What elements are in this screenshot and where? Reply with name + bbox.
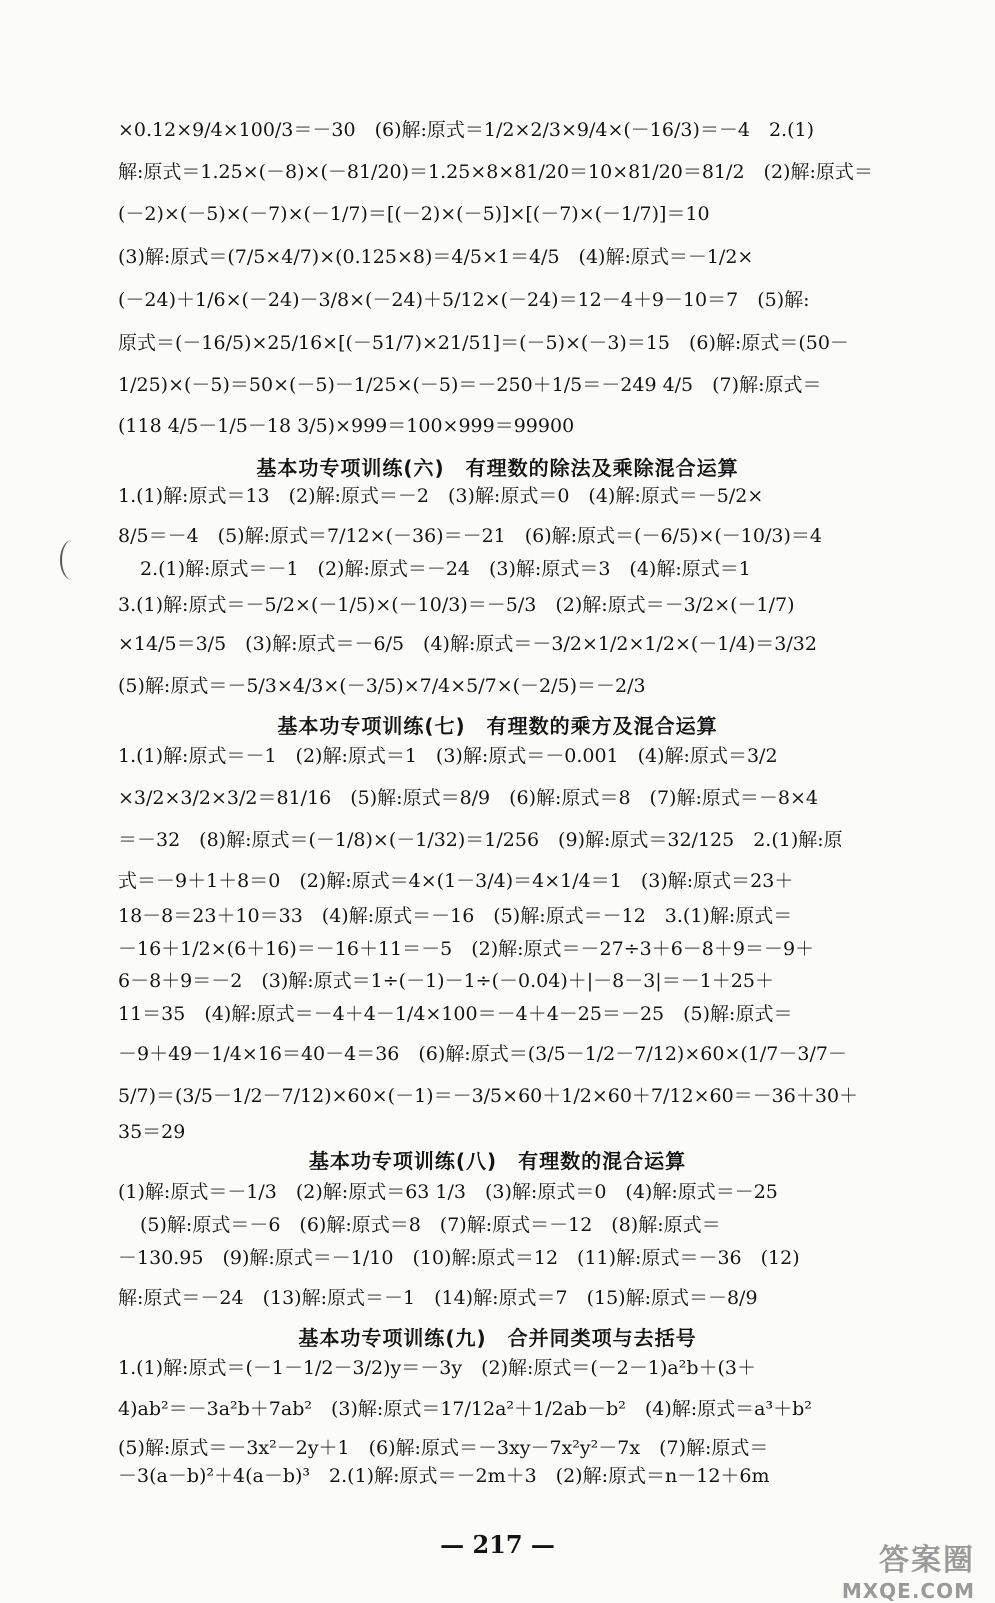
text-line: 1/25)×(－5)＝50×(－5)－1/25×(－5)＝－250＋1/5＝－249 4/5 (7)解:原式＝: [118, 374, 822, 396]
text-line: 5/7)＝(3/5－1/2－7/12)×60×(－1)＝－3/5×60＋1/2×60＋7/12×60＝－36＋30＋: [118, 1085, 859, 1107]
text-line: (118 4/5－1/5－18 3/5)×999＝100×999＝99900: [118, 415, 575, 437]
text-line: 8/5＝－4 (5)解:原式＝7/12×(－36)＝－21 (6)解:原式＝(－6/5)×(－10/3)＝4: [118, 525, 822, 547]
text-line: ×3/2×3/2×3/2＝81/16 (5)解:原式＝8/9 (6)解:原式＝8 (7)解:原式＝－8×4: [118, 787, 818, 809]
text-line: 1.(1)解:原式＝(－1－1/2－3/2)y＝－3y (2)解:原式＝(－2－1)a²b＋(3＋: [118, 1357, 756, 1379]
text-line: (5)解:原式＝－3x²－2y＋1 (6)解:原式＝－3xy－7x²y²－7x (7)解:原式＝: [118, 1437, 769, 1459]
section-heading: 基本功专项训练(七) 有理数的乘方及混合运算: [277, 714, 718, 738]
text-line: 18－8＝23＋10＝33 (4)解:原式＝－16 (5)解:原式＝－12 3.(1)解:原式＝: [118, 905, 793, 927]
text-line: (－24)＋1/6×(－24)－3/8×(－24)＋5/12×(－24)＝12－4＋9－10＝7 (5)解:: [118, 289, 810, 311]
text-line: －9＋49－1/4×16＝40－4＝36 (6)解:原式＝(3/5－1/2－7/12)×60×(1/7－3/7－: [118, 1043, 847, 1065]
pencil-mark: [60, 540, 84, 580]
text-line: 式＝－9＋1＋8＝0 (2)解:原式＝4×(1－3/4)＝4×1/4＝1 (3)解:原式＝23＋: [118, 870, 794, 892]
text-line: 原式＝(－16/5)×25/16×[(－51/7)×21/51]＝(－5)×(－3)＝15 (6)解:原式＝(50－: [118, 332, 849, 354]
watermark: [842, 1535, 975, 1603]
text-line: (－2)×(－5)×(－7)×(－1/7)＝[(－2)×(－5)]×[(－7)×(－1/7)]＝10: [118, 203, 710, 225]
text-line: 3.(1)解:原式＝－5/2×(－1/5)×(－10/3)＝－5/3 (2)解:原式＝－3/2×(－1/7): [118, 594, 795, 616]
text-line: 2.(1)解:原式＝－1 (2)解:原式＝－24 (3)解:原式＝3 (4)解:原式＝1: [140, 558, 751, 580]
text-line: 1.(1)解:原式＝13 (2)解:原式＝－2 (3)解:原式＝0 (4)解:原式＝－5/2×: [118, 485, 764, 507]
text-line: 解:原式＝－24 (13)解:原式＝－1 (14)解:原式＝7 (15)解:原式＝－8/9: [118, 1287, 758, 1309]
section-heading: 基本功专项训练(九) 合并同类项与去括号: [298, 1326, 697, 1350]
text-line: ＝－32 (8)解:原式＝(－1/8)×(－1/32)＝1/256 (9)解:原式＝32/125 2.(1)解:原: [118, 829, 843, 851]
text-line: 解:原式＝1.25×(－8)×(－81/20)＝1.25×8×81/20＝10×81/20＝81/2 (2)解:原式＝: [118, 161, 873, 183]
section-heading: 基本功专项训练(六) 有理数的除法及乘除混合运算: [256, 456, 739, 480]
text-line: －16＋1/2×(6＋16)＝－16＋11＝－5 (2)解:原式＝－27÷3＋6－8＋9＝－9＋: [118, 938, 815, 960]
text-line: (3)解:原式＝(7/5×4/7)×(0.125×8)＝4/5×1＝4/5 (4)解:原式＝－1/2×: [118, 246, 754, 268]
watermark-url: MXQE.COM: [841, 1579, 975, 1603]
text-line: －3(a－b)²＋4(a－b)³ 2.(1)解:原式＝－2m＋3 (2)解:原式＝n－12＋6m: [118, 1465, 770, 1487]
watermark-text: 答案圈: [879, 1543, 975, 1578]
text-line: (5)解:原式＝－6 (6)解:原式＝8 (7)解:原式＝－12 (8)解:原式＝: [140, 1214, 721, 1236]
section-heading: 基本功专项训练(八) 有理数的混合运算: [308, 1149, 687, 1173]
text-line: ×0.12×9/4×100/3＝－30 (6)解:原式＝1/2×2/3×9/4×(－16/3)＝－4 2.(1): [118, 119, 815, 141]
text-line: (5)解:原式＝－5/3×4/3×(－3/5)×7/4×5/7×(－2/5)＝－2/3: [118, 675, 646, 697]
text-line: 11＝35 (4)解:原式＝－4＋4－1/4×100＝－4＋4－25＝－25 (5)解:原式＝: [118, 1003, 793, 1025]
text-line: 35＝29: [118, 1121, 186, 1143]
text-line: 4)ab²＝－3a²b＋7ab² (3)解:原式＝17/12a²＋1/2ab－b² (4)解:原式＝a³＋b²: [118, 1398, 812, 1420]
text-line: －130.95 (9)解:原式＝－1/10 (10)解:原式＝12 (11)解:原式＝－36 (12): [118, 1247, 800, 1269]
text-line: 1.(1)解:原式＝－1 (2)解:原式＝1 (3)解:原式＝－0.001 (4)解:原式＝3/2: [118, 745, 778, 767]
text-line: (1)解:原式＝－1/3 (2)解:原式＝63 1/3 (3)解:原式＝0 (4)解:原式＝－25: [118, 1181, 778, 1203]
page-number: — 217 —: [440, 1530, 555, 1559]
text-line: 6－8＋9＝－2 (3)解:原式＝1÷(－1)－1÷(－0.04)＋|－8－3|＝－1＋25＋: [118, 970, 774, 992]
text-line: ×14/5＝3/5 (3)解:原式＝－6/5 (4)解:原式＝－3/2×1/2×1/2×(－1/4)＝3/32: [118, 633, 817, 655]
